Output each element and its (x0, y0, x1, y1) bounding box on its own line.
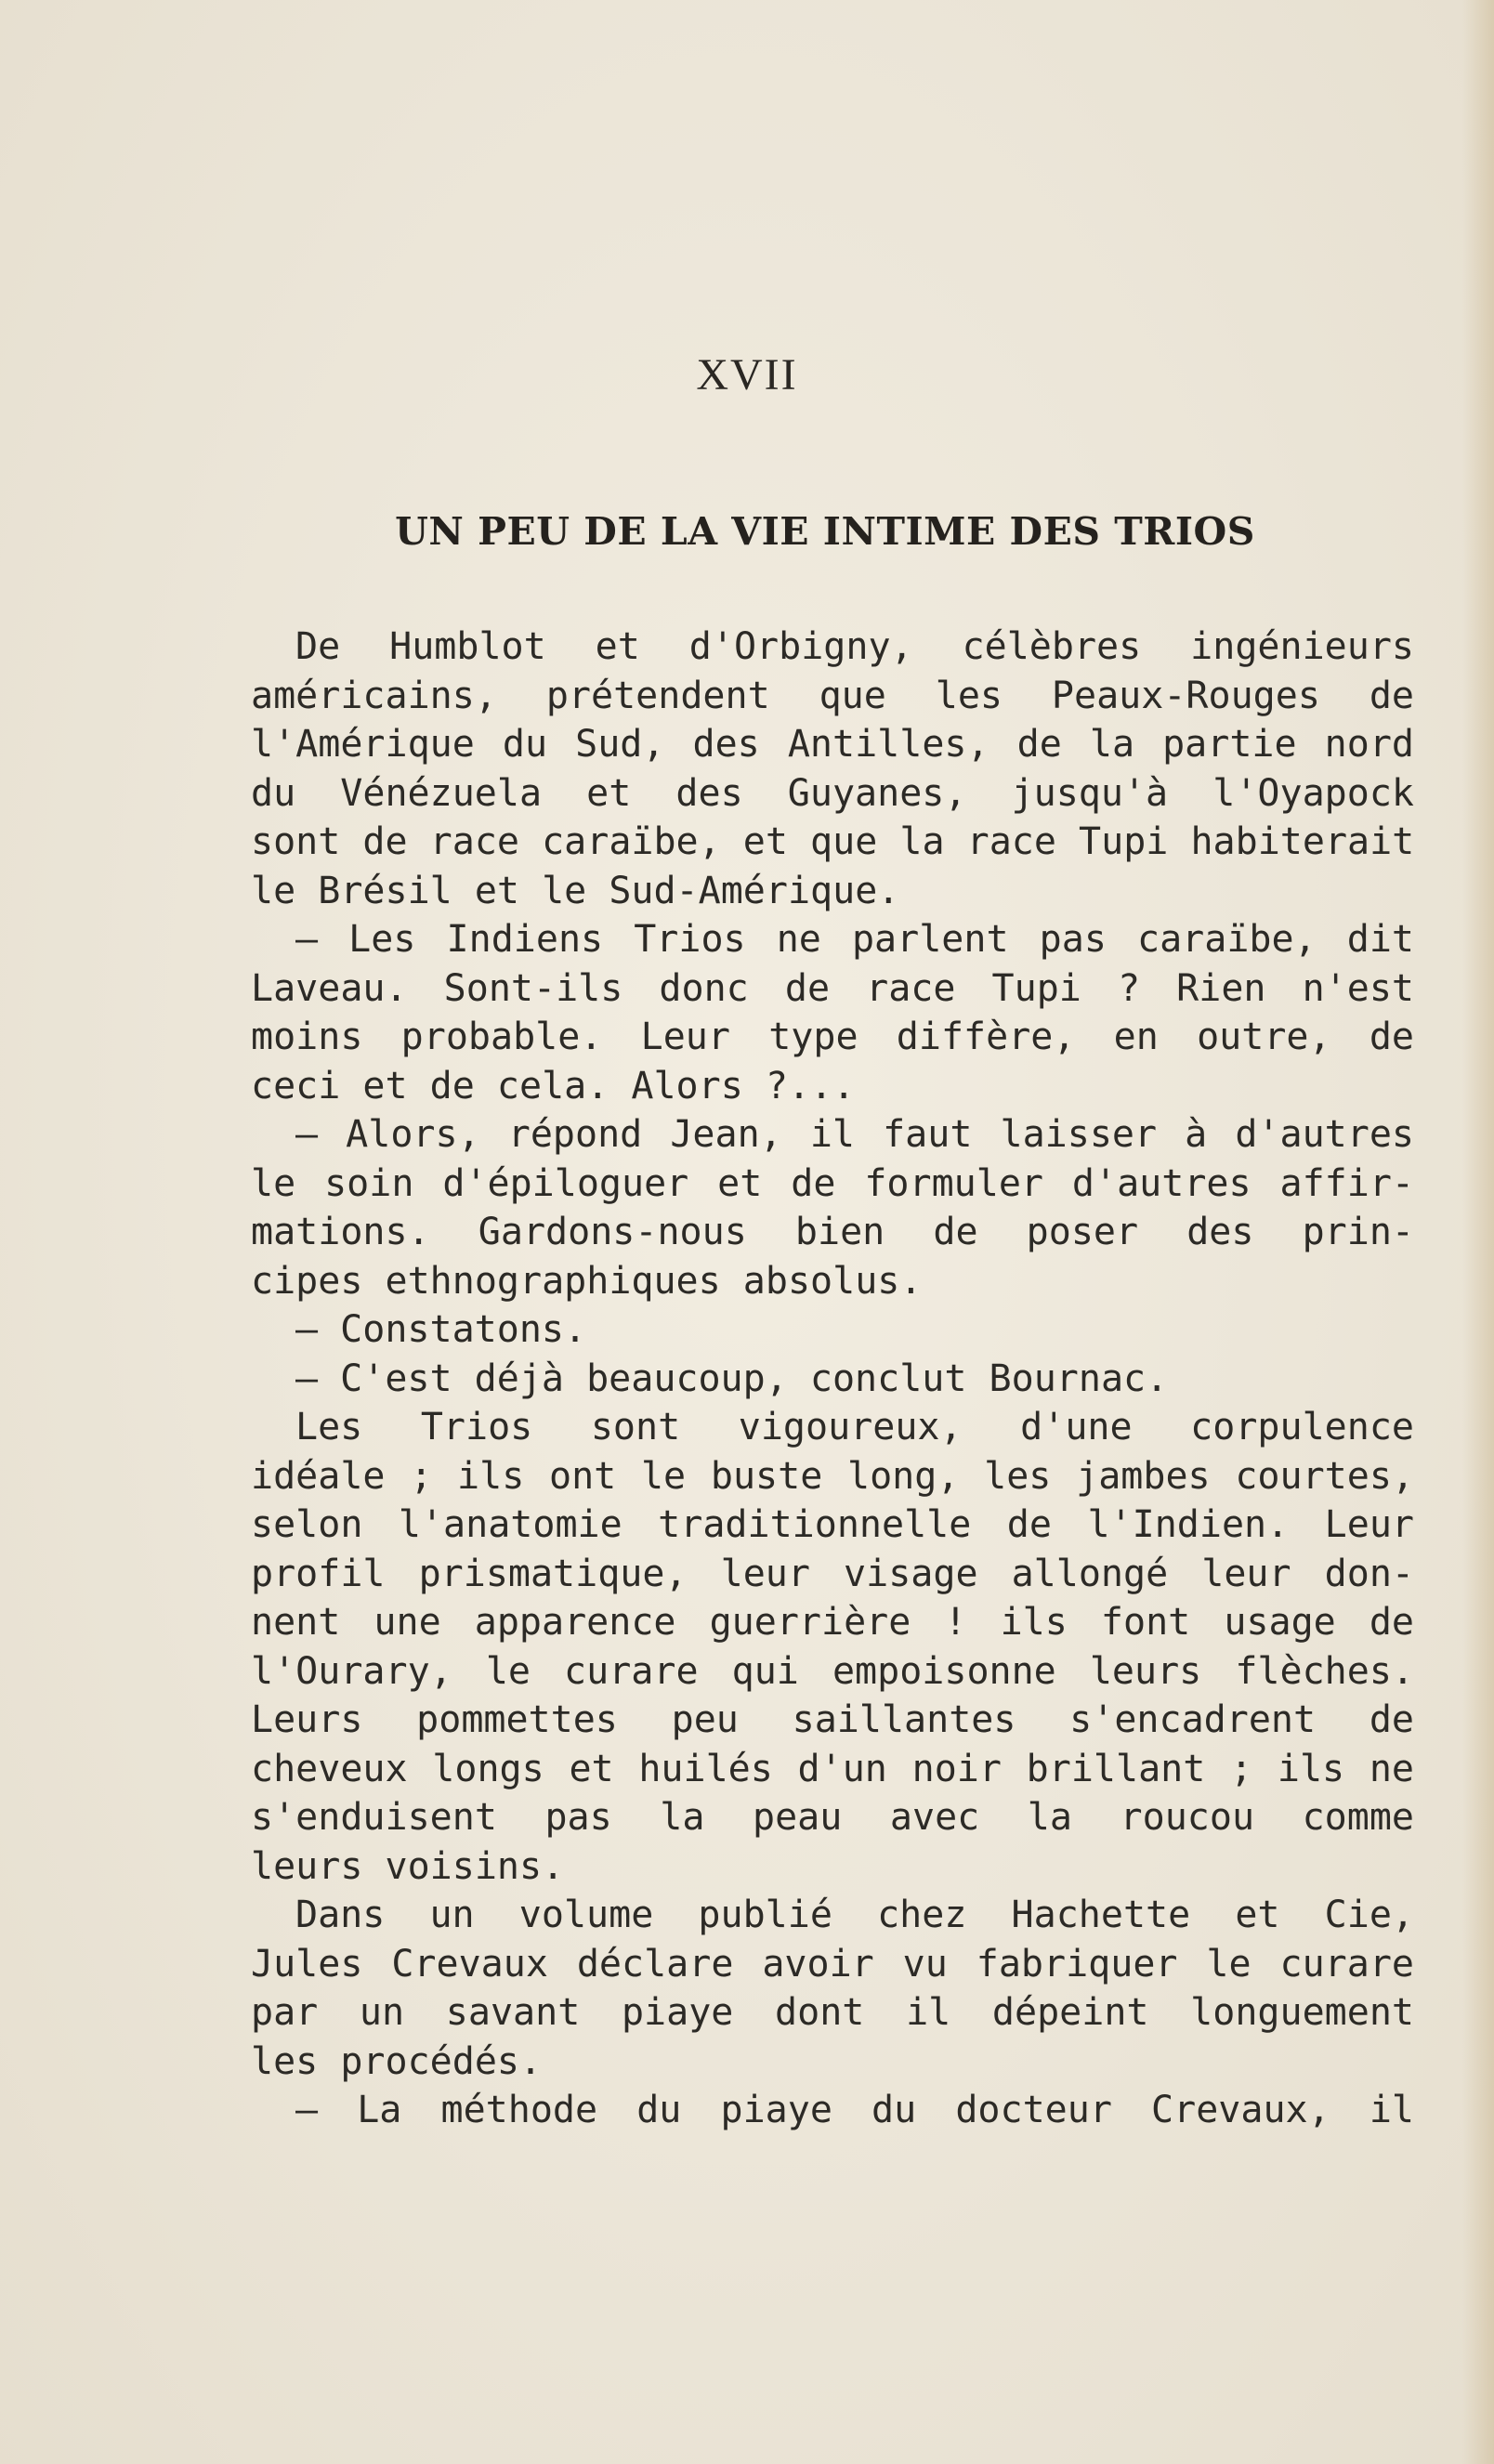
text-line: leurs voisins. (251, 1844, 565, 1888)
text-line: nent une apparence guerrière ! ils font usage de (251, 1601, 1414, 1644)
text-line: — Constatons. (295, 1308, 587, 1351)
text-line: Jules Crevaux déclare avoir vu fabriquer le curare (251, 1942, 1414, 1986)
text-line: — Les Indiens Trios ne parlent pas caraïbe, dit (295, 918, 1414, 961)
text-line: l'Amérique du Sud, des Antilles, de la partie nord (251, 723, 1414, 766)
text-line: le Brésil et le Sud-Amérique. (251, 869, 900, 912)
chapter-number: XVII (696, 350, 798, 400)
text-line: profil prismatique, leur visage allongé leur don- (251, 1552, 1414, 1595)
text-line: — Alors, répond Jean, il faut laisser à d'autres (295, 1113, 1414, 1156)
text-line: sont de race caraïbe, et que la race Tupi habiterait (251, 820, 1415, 863)
text-line: idéale ; ils ont le buste long, les jambes courtes, (251, 1454, 1414, 1498)
text-line: — C'est déjà beaucoup, conclut Bournac. (295, 1357, 1169, 1400)
text-line: Dans un volume publié chez Hachette et Cie, (295, 1894, 1414, 1936)
text-line: De Humblot et d'Orbigny, célèbres ingénieurs (295, 625, 1414, 668)
text-line: du Vénézuela et des Guyanes, jusqu'à l'Oyapock (251, 771, 1414, 815)
text-line: mations. Gardons-nous bien de poser des prin- (251, 1211, 1414, 1253)
text-line: les procédés. (251, 2039, 543, 2083)
text-line: l'Ourary, le curare qui empoisonne leurs flèches. (251, 1649, 1414, 1693)
text-line: selon l'anatomie traditionnelle de l'Indien. Leur (251, 1503, 1414, 1546)
text-line: Laveau. Sont-ils donc de race Tupi ? Rien n'est (251, 966, 1414, 1010)
text-line: cipes ethnographiques absolus. (251, 1259, 923, 1303)
text-line: par un savant piaye dont il dépeint longuement (251, 1991, 1414, 2034)
text-line: moins probable. Leur type diffère, en outre, de (251, 1016, 1414, 1058)
body-text (251, 623, 1414, 2135)
text-line: le soin d'épiloguer et de formuler d'autres affir- (251, 1161, 1414, 1205)
text-line: s'enduisent pas la peau avec la roucou comme (251, 1796, 1414, 1839)
text-line: — La méthode du piaye du docteur Crevaux, il (295, 2089, 1414, 2131)
text-line: Les Trios sont vigoureux, d'une corpulence (295, 1406, 1414, 1448)
text-line: cheveux longs et huilés d'un noir brillant ; ils ne (251, 1747, 1414, 1790)
text-line: américains, prétendent que les Peaux-Rouges de (251, 674, 1414, 717)
text-line: ceci et de cela. Alors ?... (251, 1064, 856, 1107)
text-line: Leurs pommettes peu saillantes s'encadrent de (251, 1698, 1414, 1741)
chapter-title: UN PEU DE LA VIE INTIME DES TRIOS (395, 509, 1255, 554)
